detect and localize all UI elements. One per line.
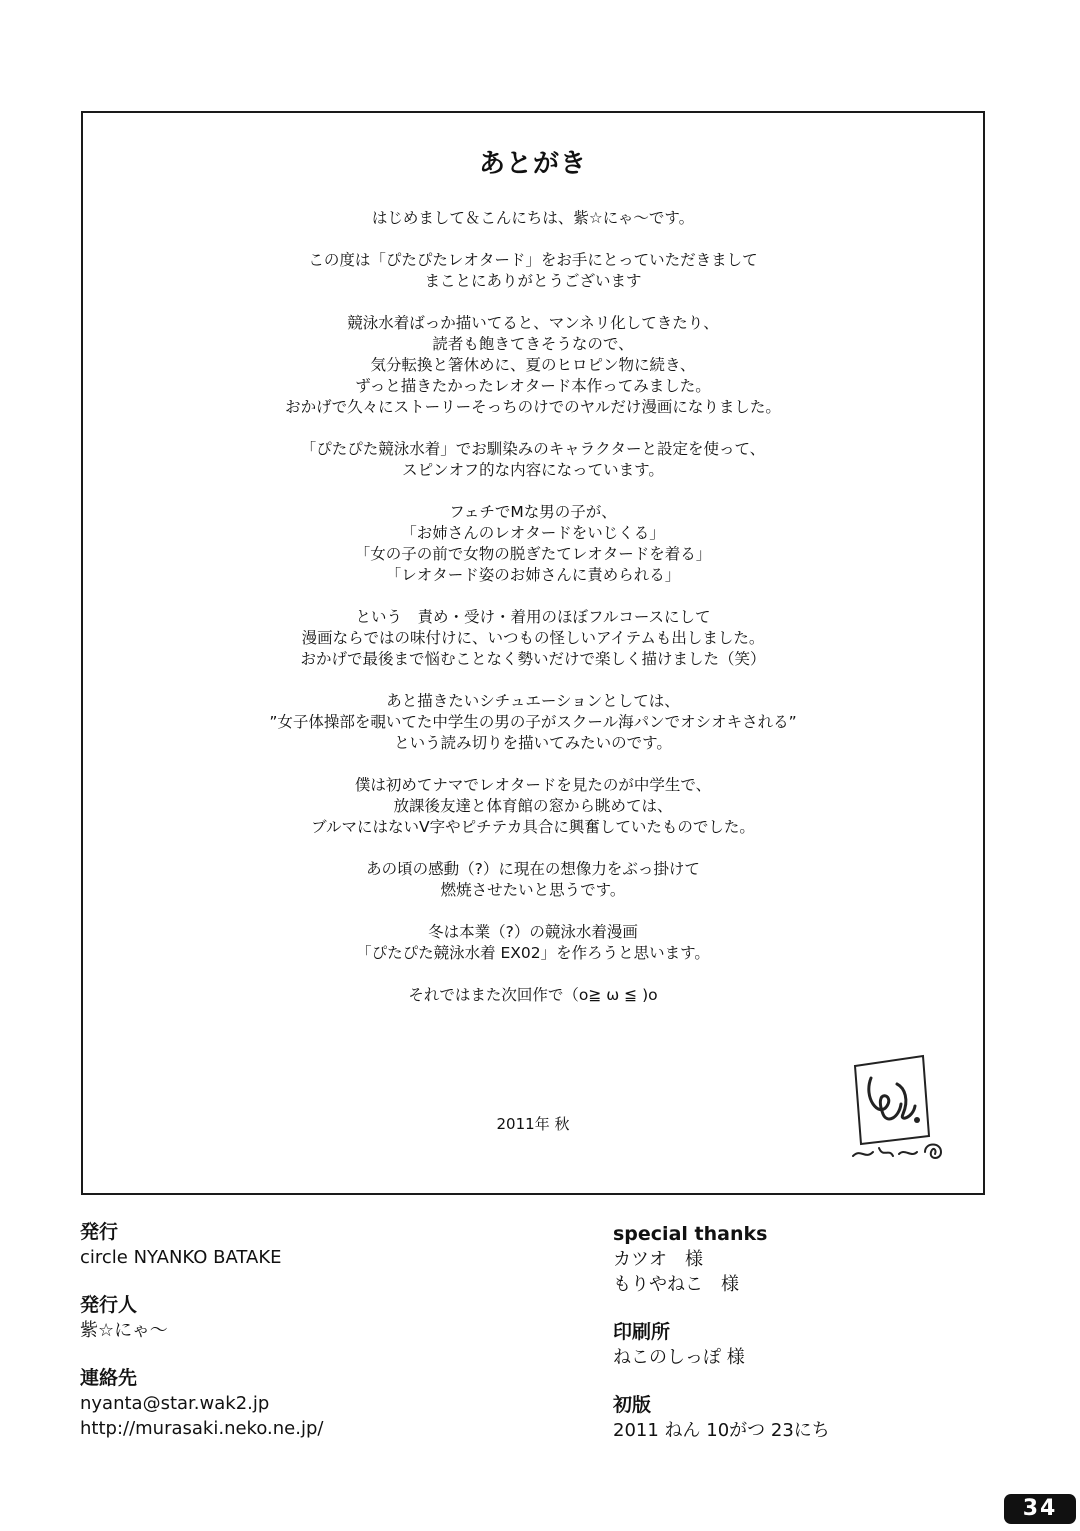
colophon-label: 発行人 [80, 1294, 138, 1316]
colophon-value: nyanta@star.wak2.jp [80, 1393, 270, 1414]
colophon-value: もりやねこ 様 [613, 1274, 739, 1295]
afterword-line: 気分転換と箸休めに、夏のヒロピン物に続き、 [370, 356, 696, 374]
afterword-paragraph [83, 250, 983, 292]
colophon-value: ねこのしっぽ 様 [613, 1347, 745, 1368]
afterword-paragraph [83, 859, 983, 901]
afterword-line: 競泳水着ばっか描いてると、マンネリ化してきたり、 [347, 314, 719, 332]
afterword-line: 僕は初めてナマでレオタードを見たのが中学生で、 [354, 776, 712, 794]
afterword-paragraph [83, 208, 983, 229]
colophon-label: 印刷所 [613, 1321, 671, 1343]
afterword-line: あの頃の感動（?）に現在の想像力をぶっ掛けて [366, 860, 700, 878]
afterword-title: あとがき [478, 149, 587, 179]
colophon-field [80, 1220, 323, 1270]
colophon-label: 初版 [613, 1394, 652, 1416]
colophon-value: http://murasaki.neko.ne.jp/ [80, 1418, 324, 1439]
afterword-body [83, 208, 983, 1027]
afterword-line: という読み切りを描いてみたいのです。 [394, 734, 672, 752]
afterword-line: 読者も飽きてきそうなので、 [432, 335, 634, 353]
afterword-line: 「お姉さんのレオタードをいじくる」 [401, 524, 665, 542]
colophon-value: カツオ 様 [613, 1249, 703, 1270]
afterword-line: ”女子体操部を覗いてた中学生の男の子がスクール海パンでオシオキされる” [269, 713, 797, 731]
afterword-line: 「ぴたぴた競泳水着」でお馴染みのキャラクターと設定を使って、 [300, 440, 766, 458]
afterword-line: スピンオフ的な内容になっています。 [402, 461, 664, 479]
afterword-line: おかげで最後まで悩むことなく勢いだけで楽しく描けました（笑） [300, 650, 766, 668]
colophon-label: special thanks [613, 1223, 768, 1245]
afterword-line: ずっと描きたかったレオタード本作ってみました。 [355, 377, 711, 395]
afterword-paragraph [83, 502, 983, 586]
afterword-line: フェチでMな男の子が、 [449, 503, 617, 521]
afterword-paragraph [83, 313, 983, 418]
afterword-line: それではまた次回作で（o≧ ω ≦ )o [408, 986, 658, 1004]
afterword-line: 燃焼させたいと思うです。 [440, 881, 626, 899]
colophon-value: 紫☆にゃ～ [80, 1320, 168, 1341]
afterword-line: 「女の子の前で女物の脱ぎたてレオタードを着る」 [354, 545, 712, 563]
afterword-line: この度は「ぴたぴたレオタード」をお手にとっていただきまして [308, 251, 758, 269]
afterword-paragraph [83, 691, 983, 754]
colophon-value: circle NYANKO BATAKE [80, 1247, 282, 1268]
page-number: 34 [1004, 1494, 1076, 1524]
author-signature-stamp [843, 1048, 953, 1168]
afterword-line: あと描きたいシチュエーションとしては、 [386, 692, 680, 710]
colophon-field [80, 1293, 323, 1343]
afterword-line: 漫画ならではの味付けに、いつもの怪しいアイテムも出しました。 [301, 629, 765, 647]
afterword-line: 放課後友達と体育館の窓から眺めては、 [393, 797, 673, 815]
afterword-box [81, 111, 985, 1195]
colophon-field [613, 1393, 830, 1443]
afterword-line: 「レオタード姿のお姉さんに責められる」 [385, 566, 681, 584]
colophon-field [613, 1222, 830, 1297]
colophon-field [613, 1320, 830, 1370]
afterword-line: おかげで久々にストーリーそっちのけでのヤルだけ漫画になりました。 [285, 398, 781, 416]
colophon-value: 2011 ねん 10がつ 23にち [613, 1420, 830, 1441]
afterword-date: 2011年 秋 [496, 1115, 570, 1133]
afterword-paragraph [83, 922, 983, 964]
afterword-line: はじめまして＆こんにちは、紫☆にゃ～です。 [371, 209, 695, 227]
afterword-line: という 責め・受け・着用のほぼフルコースにして [355, 608, 711, 626]
colophon-field [80, 1366, 323, 1441]
colophon-left [80, 1220, 323, 1464]
colophon-right [613, 1222, 830, 1466]
afterword-paragraph [83, 985, 983, 1006]
afterword-paragraph [83, 775, 983, 838]
colophon-label: 連絡先 [80, 1367, 138, 1389]
afterword-line: ブルマにはないV字やピチテカ具合に興奮していたものでした。 [311, 818, 755, 836]
colophon-label: 発行 [80, 1221, 119, 1243]
afterword-line: まことにありがとうございます [424, 272, 642, 290]
afterword-line: 冬は本業（?）の競泳水着漫画 [428, 923, 638, 941]
afterword-line: 「ぴたぴた競泳水着 EX02」を作ろうと思います。 [356, 944, 710, 962]
afterword-paragraph [83, 607, 983, 670]
afterword-paragraph [83, 439, 983, 481]
